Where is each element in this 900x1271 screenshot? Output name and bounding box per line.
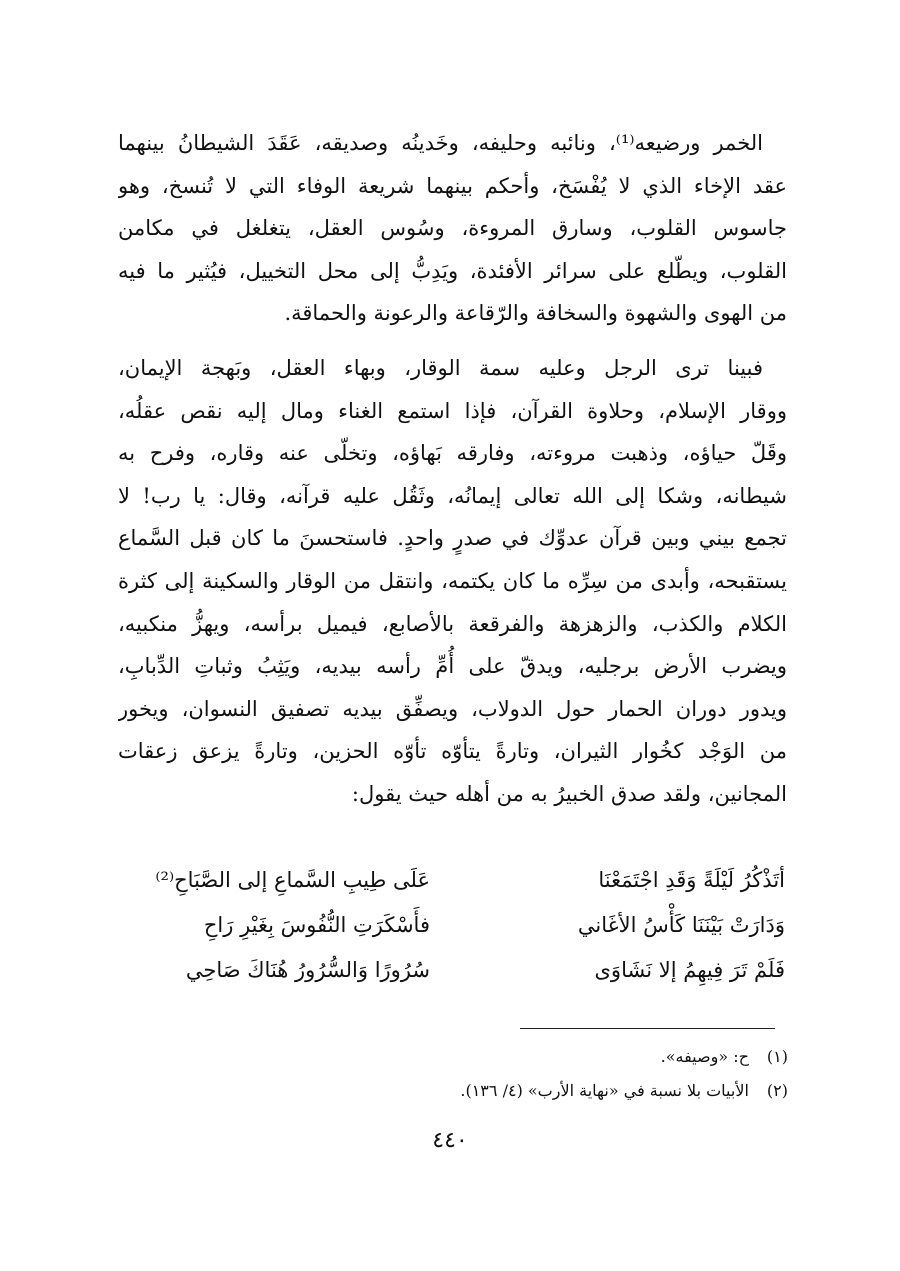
verse-first-hemistich: أتَذْكُرُ لَيْلَةً وَقَدِ اجْتَمَعْنَا <box>598 868 785 892</box>
verse-second-hemistich: سُرُورًا وَالسُّرُورُ هُنَاكَ صَاحِي <box>185 958 430 982</box>
verse-second-hemistich: عَلَى طِيبِ السَّماعِ إلى الصَّبَاحِ⁽²⁾ <box>155 868 430 892</box>
text-line: عقد الإخاء الذي لا يُفْسَخ، وأحكم بينهما شريعة الوفاء التي لا تُنسخ، وهو <box>118 173 787 198</box>
footnote <box>128 1074 788 1108</box>
footnote-divider <box>520 1028 775 1029</box>
footnote <box>128 1040 788 1074</box>
text-line: من الوَجْد كخُوار الثيران، وتارةً يتأوّه تأوّه الحزين، وتارةً يزعق زعقات <box>118 739 787 764</box>
text-line: المجانين، ولقد صدق الخبيرُ به من أهله حيث يقول: <box>351 781 787 806</box>
text-line: تجمع بيني وبين قرآن عدوِّك في صدرٍ واحدٍ. فاستحسنَ ما كان قبل السَّماع <box>118 526 787 551</box>
footnotes <box>128 1040 788 1108</box>
paragraph-2 <box>118 347 787 816</box>
verse-first-hemistich: وَدَارَتْ بَيْنَنَا كَأْسُ الأغَاني <box>577 913 785 937</box>
text-line: وقَلّ حياؤه، وذهبت مروءته، وفارقه بَهاؤه، وتخلّى عنه وقاره، وفرح به <box>118 441 787 466</box>
text-line: يستقبحه، وأبدى من سِرِّه ما كان يكتمه، وانتقل من الوقار والسكينة إلى كثرة <box>118 568 787 593</box>
body-text <box>118 122 787 816</box>
footnote-number: (٢) <box>766 1081 788 1100</box>
text-line: الكلام والكذب، والزهزهة والفرقعة بالأصابع، فيميل برأسه، ويهزُّ منكبيه، <box>118 611 787 636</box>
paragraph-1 <box>118 122 787 335</box>
footnote-text: الأبيات بلا نسبة في «نهاية الأرب» (٤/ ١٣٦). <box>460 1081 749 1100</box>
text-line: شيطانه، وشكا إلى الله تعالى إيمانُه، وثَقُل عليه قرآنه، وقال: يا رب! لا <box>118 483 787 508</box>
page-number: ٤٤٠ <box>432 1128 468 1153</box>
text-line: ووقار الإسلام، وحلاوة القرآن، فإذا استمع الغناء ومال إليه نقص عقلُه، <box>118 398 787 423</box>
text-line: ويضرب الأرض برجليه، ويدقّ على أُمِّ رأسه بيديه، ويَثِبُ وثباتِ الدِّبابِ، <box>118 654 787 679</box>
verse-second-hemistich: فأَسْكَرَتِ النُّفُوسَ بِغَيْرِ رَاحِ <box>203 913 430 937</box>
poem-verse <box>130 903 785 948</box>
text-line: من الهوى والشهوة والسخافة والرّقاعة والرعونة والحماقة. <box>284 301 787 326</box>
footnote-text: ح: «وصيفه». <box>660 1047 749 1066</box>
poem-verse <box>130 858 785 903</box>
text-line: ويدور دوران الحمار حول الدولاب، ويصفِّق بيديه تصفيق النسوان، ويخور <box>118 696 787 721</box>
text-line: فبينا ترى الرجل وعليه سمة الوقار، وبهاء العقل، وبَهجة الإيمان، <box>118 355 763 380</box>
text-line: جاسوس القلوب، وسارق المروءة، وسُوس العقل، يتغلغل في مكامن <box>118 216 787 241</box>
text-line: القلوب، ويطّلع على سرائر الأفئدة، ويَدِبُّ إلى محل التخييل، فيُثير ما فيه <box>118 258 787 283</box>
text-line: الخمر ورضيعه⁽¹⁾، ونائبه وحليفه، وخَدينُه وصديقه، عَقَدَ الشيطانُ بينهما <box>118 131 763 155</box>
footnote-number: (١) <box>766 1047 788 1066</box>
poem <box>130 858 785 993</box>
verse-first-hemistich: فَلَمْ تَرَ فِيهِمُ إلا نَشَاوَى <box>594 958 785 982</box>
poem-verse <box>130 948 785 993</box>
